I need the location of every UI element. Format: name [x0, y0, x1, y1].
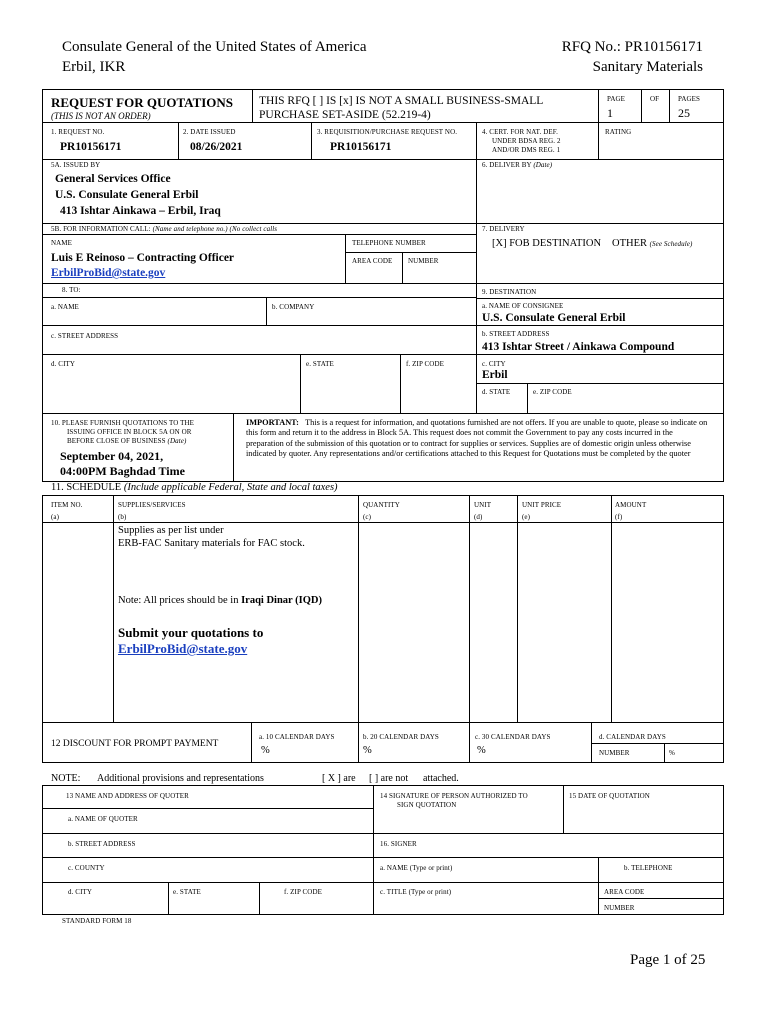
currency-note: Note: All prices should be in Iraqi Dinar (IQD) — [118, 595, 322, 606]
telephone-label: TELEPHONE NUMBER — [352, 239, 426, 247]
discount-number-pct: % — [669, 749, 675, 757]
quoter-name-label: a. NAME OF QUOTER — [68, 815, 138, 823]
col-unit-price-sub: (e) — [522, 513, 531, 521]
discount-10-label: a. 10 CALENDAR DAYS — [259, 733, 335, 741]
signer-telephone-label: b. TELEPHONE — [624, 864, 673, 872]
dest-state-label: d. STATE — [482, 388, 511, 396]
important-notice: IMPORTANT: This is a request for information, and quotations furnished are not offers. If you are unable to quote, please so indicate on this form and return it to the address in Block 5A. This request does not commit the Government to pay any costs incurred in the preparation of the submission of this quotation or to contract for supplies or services. Supplies are of domestic origin unless otherwise indicated by quoter. Any representations and/or certifications attached to this Request for Quotations must be completed by the quoter — [246, 418, 708, 459]
discount-20-label: b. 20 CALENDAR DAYS — [363, 733, 439, 741]
attached-text: attached. — [423, 773, 459, 784]
delivery-label: 7. DELIVERY — [482, 225, 525, 233]
furnish-line1: 10. PLEASE FURNISH QUOTATIONS TO THE — [51, 419, 195, 427]
quoter-county-label: c. COUNTY — [68, 864, 105, 872]
form-subtitle: (THIS IS NOT AN ORDER) — [51, 111, 151, 121]
dest-zip-label: e. ZIP CODE — [533, 388, 572, 396]
discount-days-label: d. CALENDAR DAYS — [599, 733, 666, 741]
close-date: September 04, 2021, — [60, 449, 164, 463]
signer-title-label: c. TITLE (Type or print) — [380, 888, 452, 896]
number-label: NUMBER — [408, 257, 439, 265]
supplies-desc-line2: ERB-FAC Sanitary materials for FAC stock. — [118, 538, 305, 549]
quoter-city-label: d. CITY — [68, 888, 93, 896]
note-label: NOTE: — [51, 773, 81, 784]
to-state-label: e. STATE — [306, 360, 334, 368]
discount-20-pct: % — [363, 745, 372, 756]
to-zip-label: f. ZIP CODE — [406, 360, 444, 368]
rating-label: RATING — [605, 128, 632, 136]
issuer-office: General Services Office — [55, 173, 171, 185]
consulate-name: Consulate General of the United States of America — [62, 39, 367, 55]
discount-number-label: NUMBER — [599, 749, 630, 757]
quotation-date-label: 15 DATE OF QUOTATION — [569, 792, 650, 800]
destination-label: 9. DESTINATION — [482, 288, 537, 296]
schedule-heading: 11. SCHEDULE (Include applicable Federal, State and local taxes) — [51, 482, 338, 493]
page-label: PAGE — [607, 95, 626, 103]
col-quantity-sub: (c) — [363, 513, 372, 521]
consignee-label: a. NAME OF CONSIGNEE — [482, 302, 564, 310]
issuer-consulate: U.S. Consulate General Erbil — [55, 189, 199, 201]
fob-destination-option[interactable]: [X] FOB DESTINATION — [492, 238, 602, 249]
col-supplies: SUPPLIES/SERVICES — [118, 501, 186, 509]
to-street-label: c. STREET ADDRESS — [51, 332, 119, 340]
dest-city-label: c. CITY — [482, 360, 506, 368]
other-option[interactable]: OTHER (See Schedule) — [612, 238, 693, 249]
discount-30-label: c. 30 CALENDAR DAYS — [475, 733, 551, 741]
page-number: Page 1 of 25 — [630, 952, 706, 968]
name-label: NAME — [51, 239, 73, 247]
info-call-label: 5B. FOR INFORMATION CALL: (Name and telephone no.) (No collect calls — [51, 225, 278, 233]
note-text: Additional provisions and representations — [97, 773, 264, 784]
pages-label: PAGES — [678, 95, 701, 103]
signature-label-line2: SIGN QUOTATION — [397, 801, 457, 809]
col-unit-price: UNIT PRICE — [522, 501, 562, 509]
set-aside-line1: THIS RFQ [ ] IS [x] IS NOT A SMALL BUSINESS-SMALL — [259, 95, 544, 107]
date-issued-value: 08/26/2021 — [190, 141, 243, 153]
issued-by-label: 5A. ISSUED BY — [51, 161, 101, 169]
signer-area-code-label: AREA CODE — [604, 888, 645, 896]
contact-email-link[interactable]: ErbilProBid@state.gov — [51, 267, 166, 279]
provisions-are-checkbox[interactable]: [ X ] are — [322, 773, 356, 784]
supplies-desc-line1: Supplies as per list under — [118, 525, 224, 536]
dest-street-label: b. STREET ADDRESS — [482, 330, 550, 338]
set-aside-line2: PURCHASE SET-ASIDE (52.219-4) — [259, 109, 431, 121]
rfq-number: RFQ No.: PR10156171 — [561, 39, 703, 55]
col-unit: UNIT — [474, 501, 492, 509]
requisition-value: PR10156171 — [330, 141, 392, 153]
to-company-label: b. COMPANY — [272, 303, 315, 311]
furnish-line2: ISSUING OFFICE IN BLOCK 5A ON OR — [67, 428, 192, 436]
dest-city-value: Erbil — [482, 369, 508, 381]
signer-number-label: NUMBER — [604, 904, 635, 912]
submit-instruction: Submit your quotations to — [118, 625, 264, 640]
signer-name-label: a. NAME (Type or print) — [380, 864, 453, 872]
col-unit-sub: (d) — [474, 513, 483, 521]
issuer-address: 413 Ishtar Ainkawa – Erbil, Iraq — [60, 205, 221, 217]
form-title: REQUEST FOR QUOTATIONS — [51, 95, 234, 110]
to-label: 8. TO: — [62, 286, 81, 294]
rfq-subject: Sanitary Materials — [592, 59, 703, 75]
quoter-state-label: e. STATE — [173, 888, 201, 896]
discount-30-pct: % — [477, 745, 486, 756]
col-supplies-sub: (b) — [118, 513, 127, 521]
col-item-no: ITEM NO. — [51, 501, 83, 509]
furnish-line3: BEFORE CLOSE OF BUSINESS (Date) — [67, 437, 187, 445]
signer-label: 16. SIGNER — [380, 840, 417, 848]
requisition-label: 3. REQUISITION/PURCHASE REQUEST NO. — [317, 128, 458, 136]
provisions-are-not-checkbox[interactable]: [ ] are not — [369, 773, 409, 784]
cert-line1: 4. CERT. FOR NAT. DEF. — [482, 128, 559, 136]
to-name-label: a. NAME — [51, 303, 79, 311]
consulate-location: Erbil, IKR — [62, 59, 126, 75]
submit-email-link[interactable]: ErbilProBid@state.gov — [118, 641, 248, 656]
col-amount: AMOUNT — [615, 501, 647, 509]
consignee-value: U.S. Consulate General Erbil — [482, 312, 626, 324]
date-issued-label: 2. DATE ISSUED — [183, 128, 236, 136]
col-amount-sub: (f) — [615, 513, 623, 521]
col-item-no-sub: (a) — [51, 513, 60, 521]
quoter-street-label: b. STREET ADDRESS — [68, 840, 136, 848]
discount-label: 12 DISCOUNT FOR PROMPT PAYMENT — [51, 739, 219, 749]
quoter-zip-label: f. ZIP CODE — [284, 888, 322, 896]
page-value: 1 — [607, 106, 613, 120]
discount-10-pct: % — [261, 745, 270, 756]
deliver-by-label: 6. DELIVER BY (Date) — [482, 161, 553, 169]
area-code-label: AREA CODE — [352, 257, 393, 265]
quoter-name-address-label: 13 NAME AND ADDRESS OF QUOTER — [66, 792, 189, 800]
col-quantity: QUANTITY — [363, 501, 400, 509]
pages-value: 25 — [678, 106, 690, 120]
form-identifier: STANDARD FORM 18 — [62, 917, 132, 925]
to-city-label: d. CITY — [51, 360, 76, 368]
cert-line3: AND/OR DMS REG. 1 — [492, 146, 561, 154]
contact-name: Luis E Reinoso – Contracting Officer — [51, 252, 235, 264]
request-no-label: 1. REQUEST NO. — [51, 128, 105, 136]
dest-street-value: 413 Ishtar Street / Ainkawa Compound — [482, 341, 675, 353]
of-label: OF — [650, 95, 660, 103]
signature-label-line1: 14 SIGNATURE OF PERSON AUTHORIZED TO — [380, 792, 528, 800]
request-no-value: PR10156171 — [60, 141, 122, 153]
cert-line2: UNDER BDSA REG. 2 — [492, 137, 561, 145]
close-time: 04:00PM Baghdad Time — [60, 464, 185, 478]
